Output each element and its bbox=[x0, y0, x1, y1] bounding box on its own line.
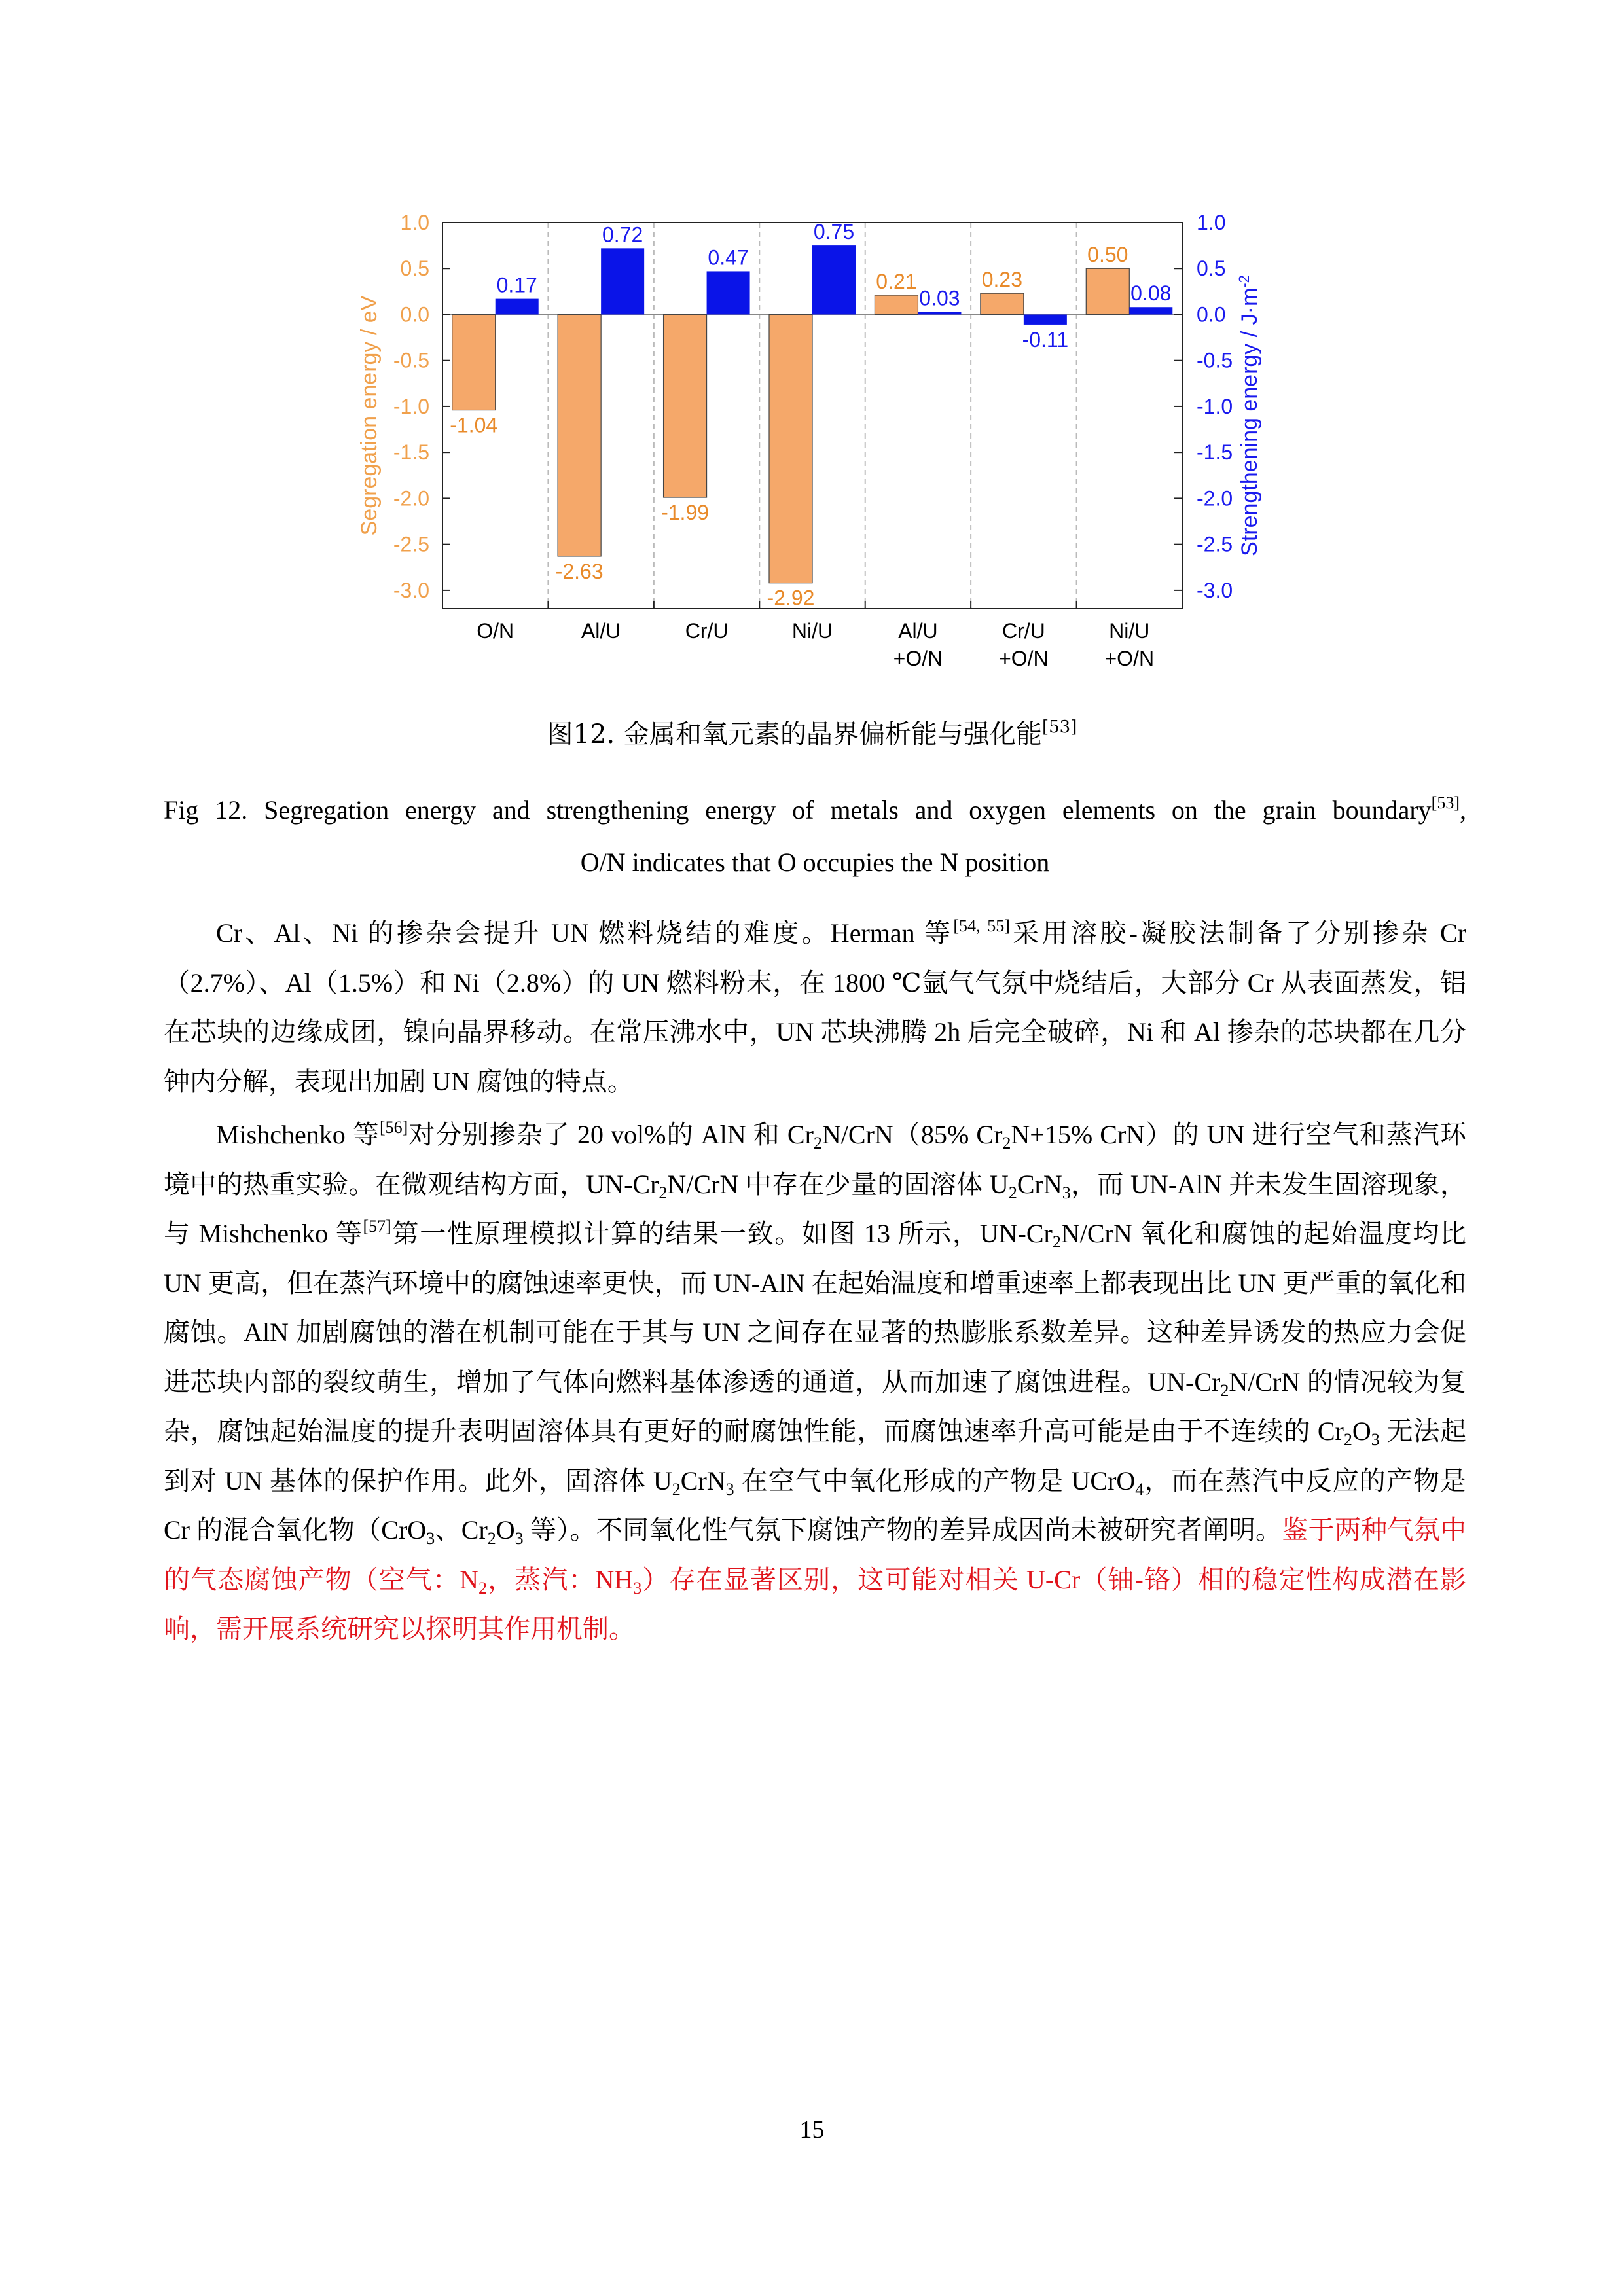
y-tick-label-left: -1.5 bbox=[393, 440, 429, 465]
citation-57[interactable]: [57] bbox=[363, 1217, 391, 1236]
data-label-segregation: -1.04 bbox=[450, 413, 498, 437]
data-label-strengthening: 0.08 bbox=[1130, 281, 1172, 306]
x-tick-label: +O/N bbox=[999, 647, 1049, 670]
data-label-strengthening: 0.17 bbox=[496, 273, 537, 297]
data-label-strengthening: 0.75 bbox=[813, 220, 855, 244]
bar-segregation bbox=[558, 314, 601, 556]
bar-strengthening bbox=[918, 312, 961, 314]
y-tick-label-right: 0.0 bbox=[1197, 302, 1226, 327]
x-tick-label: Ni/U bbox=[791, 619, 833, 643]
bar-segregation bbox=[769, 314, 812, 583]
bar-segregation bbox=[452, 314, 496, 410]
y-axis-right-label: Strengthening energy / $J\cdot m^{-2}$ bbox=[1236, 275, 1262, 556]
caption-en-line2: O/N indicates that O occupies the N position bbox=[580, 848, 1050, 877]
y-tick-label-left: 0.5 bbox=[400, 257, 429, 281]
highlighted-text: 鉴于两种气氛中的气态腐蚀产物（空气：$N_2$，蒸汽：$NH_3$）存在显著区别，这可能对相关 U-Cr（铀-铬）相的稳定性构成潜在影响，需开展系统研究以探明其作用机制。 bbox=[164, 1515, 1467, 1643]
bar-strengthening bbox=[812, 245, 856, 314]
y-tick-label-right: -2.0 bbox=[1197, 486, 1233, 511]
y-tick-label-left: 0.0 bbox=[400, 302, 429, 327]
x-tick-label: Cr/U bbox=[685, 619, 729, 643]
x-tick-label: Ni/U bbox=[1109, 619, 1150, 643]
bars bbox=[452, 245, 1173, 583]
y-tick-label-left: 1.0 bbox=[400, 211, 429, 234]
y-tick-label-right: -1.5 bbox=[1197, 440, 1233, 465]
x-tick-label: +O/N bbox=[1104, 647, 1155, 670]
citation-54-55[interactable]: [54, 55] bbox=[953, 916, 1010, 935]
paragraph-1: Cr、Al、Ni 的掺杂会提升 UN 燃料烧结的难度。Herman 等[54, 55]采用溶胶-凝胶法制备了分别掺杂 Cr（2.7%）、Al（1.5%）和 Ni（2.8%）的 UN 燃料粉末，在 1800 ℃氩气气氛中烧结后，大部分 Cr 从表面蒸发，铝在芯块的边缘成团，镍向晶界移动。在常压沸水中，UN 芯块沸腾 2h 后完全破碎，Ni 和 Al 掺杂的芯块都在几分钟内分解，表现出加剧 UN 腐蚀的特点。 bbox=[164, 916, 1466, 1096]
y-tick-label-right: 1.0 bbox=[1197, 211, 1226, 234]
bar-strengthening bbox=[496, 299, 539, 315]
y-tick-label-right: -3.0 bbox=[1197, 578, 1233, 602]
paragraph-2: Mishchenko 等[56]对分别掺杂了 20 vol%的 AlN 和 $Cr_2N/CrN(85\%$ $Cr_2N+15\%$ CrN）的 UN 进行空气和蒸汽环境中的热重实验。在微观结构方面，$UN-Cr_2N$/CrN 中存在少量的固溶体 $U_2CrN_3$，而 UN-AlN 并未发生固溶现象，与 Mishchenko 等[57]第一性原理模拟计算的结果一致。如图 13 所示，$UN-Cr_2N$/CrN 氧化和腐蚀的起始温度均比 UN 更高，但在蒸汽环境中的腐蚀速率更快，而 UN-AlN 在起始温度和增重速率上都表现出比 UN 更严重的氧化和腐蚀。AlN 加剧腐蚀的潜在机制可能在于其与 UN 之间存在显著的热膨胀系数差异。这种差异诱发的热应力会促进芯块内部的裂纹萌生，增加了气体向燃料基体渗透的通道，从而加速了腐蚀进程。$UN-Cr_2N$/CrN 的情况较为复杂，腐蚀起始温度的提升表明固溶体具有更好的耐腐蚀性能，而腐蚀速率升高可能是由于不连续的 $Cr_2O_3$ 无法起到对 UN 基体的保护作用。此外，固溶体 $U_2CrN_3$ 在空气中氧化形成的产物是 UCrO$_4$，而在蒸汽中反应的产物是 Cr 的混合氧化物（CrO$_3$、$Cr_2O_3$ 等）。不同氧化性气氛下腐蚀产物的差异成因尚未被研究者阐明。鉴于两种气氛中的气态腐蚀产物（空气：$N_2$，蒸汽：$NH_3$）存在显著区别，这可能对相关 U-Cr（铀-铬）相的稳定性构成潜在影响，需开展系统研究以探明其作用机制。 bbox=[164, 1118, 1467, 1643]
data-label-strengthening: 0.03 bbox=[919, 286, 960, 310]
bar-segregation bbox=[875, 295, 918, 315]
y-tick-label-left: -2.5 bbox=[393, 532, 429, 556]
data-label-segregation: 0.21 bbox=[876, 269, 917, 293]
caption-en-line1: Fig 12. Segregation energy and strengthening energy of metals and oxygen elements on the grain boundary[53], bbox=[164, 793, 1466, 825]
body-text bbox=[164, 908, 1466, 1654]
figure-caption-en bbox=[164, 784, 1466, 889]
x-tick-label: O/N bbox=[477, 619, 514, 643]
y-tick-label-left: -1.0 bbox=[393, 394, 429, 418]
bar-segregation bbox=[664, 314, 707, 497]
bar-segregation bbox=[981, 293, 1024, 314]
caption-en-ref[interactable]: [53] bbox=[1431, 793, 1460, 812]
y-tick-label-right: -2.5 bbox=[1197, 532, 1233, 556]
bar-segregation bbox=[1086, 268, 1129, 314]
data-label-strengthening: -0.11 bbox=[1022, 327, 1069, 351]
bar-strengthening bbox=[1129, 307, 1172, 314]
y-tick-label-left: -3.0 bbox=[393, 578, 429, 602]
x-tick-label: +O/N bbox=[893, 647, 943, 670]
data-label-segregation: -2.92 bbox=[767, 586, 815, 610]
data-label-segregation: 0.23 bbox=[981, 268, 1022, 292]
y-tick-label-left: -0.5 bbox=[393, 348, 429, 372]
y-tick-label-right: -1.0 bbox=[1197, 394, 1233, 418]
x-tick-label: Cr/U bbox=[1001, 619, 1045, 643]
segregation-strengthening-chart bbox=[0, 0, 1624, 707]
y-tick-label-right: -0.5 bbox=[1197, 348, 1233, 372]
data-label-strengthening: 0.72 bbox=[602, 223, 643, 247]
data-label-segregation: -1.99 bbox=[661, 501, 710, 525]
caption-cn-text: 图12. 金属和氧元素的晶界偏析能与强化能 bbox=[547, 719, 1042, 749]
x-tick-labels bbox=[477, 619, 1154, 670]
data-label-strengthening: 0.47 bbox=[708, 245, 749, 270]
citation-56[interactable]: [56] bbox=[379, 1118, 408, 1137]
bar-strengthening bbox=[601, 248, 644, 314]
data-label-segregation: -2.63 bbox=[555, 559, 604, 583]
x-tick-label: Al/U bbox=[898, 619, 938, 643]
page-number: 15 bbox=[799, 2116, 825, 2144]
y-axis-left-label: Segregation energy / eV bbox=[357, 295, 382, 536]
x-tick-label: Al/U bbox=[581, 619, 621, 643]
y-tick-label-left: -2.0 bbox=[393, 486, 429, 511]
y-tick-label-right: 0.5 bbox=[1197, 257, 1226, 281]
caption-cn-ref[interactable]: [53] bbox=[1041, 717, 1077, 737]
bar-strengthening bbox=[707, 271, 750, 314]
figure-caption-cn bbox=[0, 715, 1624, 754]
bar-strengthening bbox=[1024, 314, 1067, 324]
data-label-segregation: 0.50 bbox=[1087, 243, 1128, 267]
